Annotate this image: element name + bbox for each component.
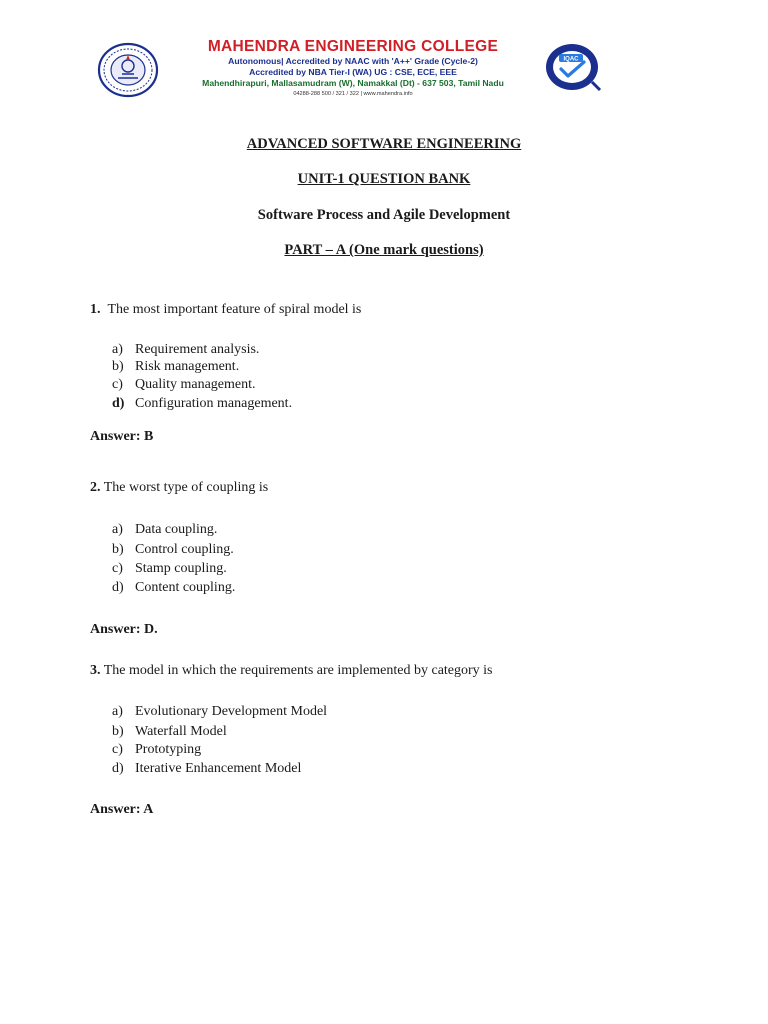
answer-3: Answer: A (90, 802, 154, 817)
option-letter: c) (112, 561, 123, 576)
option-text: Control coupling. (135, 542, 234, 557)
option-text: Quality management. (135, 377, 256, 392)
contact-line: 04288-288 500 / 321 / 322 | www.mahendra.info (293, 91, 413, 97)
option-text: Evolutionary Development Model (135, 704, 328, 719)
option-3c (112, 742, 201, 760)
question-number: 3. (90, 663, 101, 678)
iqac-badge-text: IQAC (563, 56, 579, 63)
option-2d (112, 580, 235, 598)
option-text: Content coupling. (135, 580, 236, 595)
question-number: 2. (90, 480, 101, 495)
option-text: Iterative Enhancement Model (135, 761, 302, 776)
option-letter: a) (112, 522, 123, 537)
question-number: 1. (90, 302, 101, 317)
topic-title: Software Process and Agile Development (257, 207, 511, 223)
option-letter: b) (112, 359, 124, 374)
answer-2: Answer: D. (90, 622, 158, 637)
option-1a (112, 342, 259, 360)
accreditation-line: Autonomous| Accredited by NAAC with 'A++' Grade (Cycle-2) (228, 56, 478, 66)
option-letter: d) (112, 580, 124, 595)
option-text: Requirement analysis. (135, 342, 260, 357)
nba-line: Accredited by NBA Tier-I (WA) UG : CSE, ECE, EEE (249, 67, 457, 77)
question-2 (90, 480, 268, 496)
course-title: ADVANCED SOFTWARE ENGINEERING (246, 136, 522, 152)
iqac-logo (542, 42, 606, 94)
letterhead (96, 38, 616, 98)
option-letter: d) (112, 396, 125, 411)
unit-title: UNIT-1 QUESTION BANK (297, 171, 471, 187)
question-text: The model in which the requirements are implemented by category is (103, 663, 493, 678)
option-text: Prototyping (135, 742, 202, 757)
question-1 (90, 302, 361, 318)
option-2b (112, 542, 234, 560)
option-text: Stamp coupling. (135, 561, 227, 576)
option-1d (112, 396, 292, 414)
option-text: Waterfall Model (135, 724, 227, 739)
option-3d (112, 761, 301, 779)
option-letter: d) (112, 761, 124, 776)
option-2c (112, 561, 227, 579)
option-text: Configuration management. (135, 396, 293, 411)
option-letter: b) (112, 724, 124, 739)
option-text: Risk management. (135, 359, 240, 374)
option-letter: c) (112, 742, 123, 757)
part-title: PART – A (One mark questions) (284, 242, 484, 258)
address-line: Mahendhirapuri, Mallasamudram (W), Namakkal (Dt) - 637 503, Tamil Nadu (202, 78, 504, 88)
option-letter: a) (112, 704, 123, 719)
option-letter: a) (112, 342, 123, 357)
option-1b (112, 359, 239, 377)
option-1c (112, 377, 256, 395)
option-letter: c) (112, 377, 123, 392)
option-text: Data coupling. (135, 522, 218, 537)
option-3a (112, 704, 327, 722)
college-seal-logo (96, 42, 160, 98)
question-3 (90, 663, 493, 679)
question-text: The worst type of coupling is (103, 480, 269, 495)
college-name: MAHENDRA ENGINEERING COLLEGE (207, 38, 499, 55)
option-2a (112, 522, 217, 540)
option-3b (112, 724, 227, 742)
answer-1: Answer: B (90, 429, 154, 444)
option-letter: b) (112, 542, 124, 557)
question-text: The most important feature of spiral model is (107, 302, 362, 317)
